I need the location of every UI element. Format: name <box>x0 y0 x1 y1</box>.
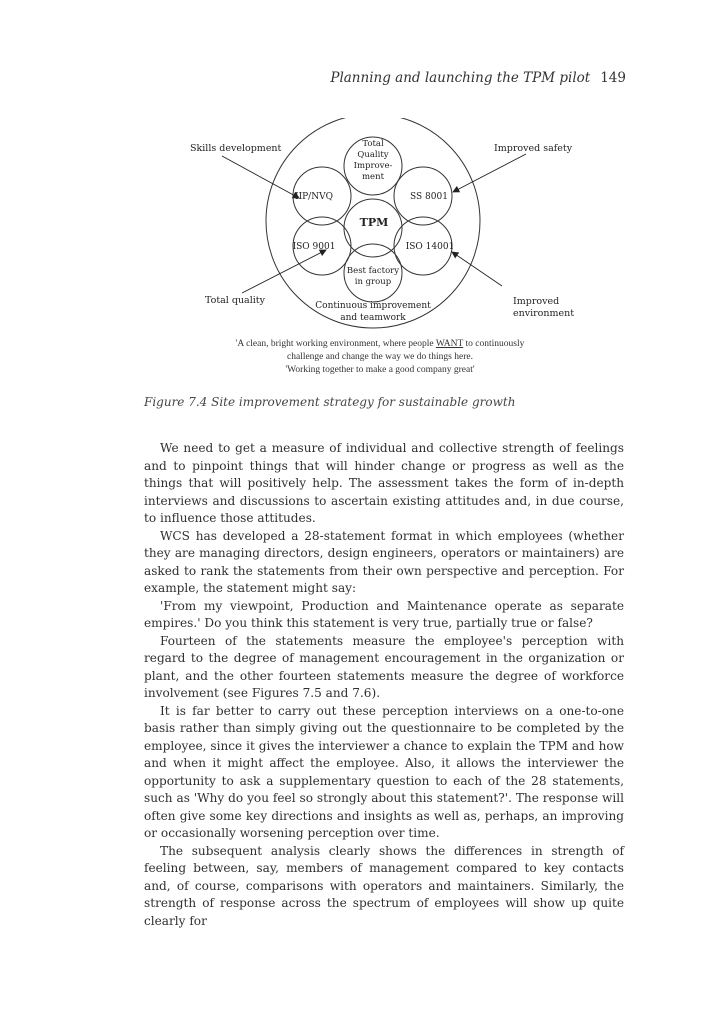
label-ci-1: Continuous improvement <box>315 301 431 311</box>
arrow-skills <box>222 156 299 198</box>
quote-line-1 <box>130 338 630 351</box>
arrow-quality <box>242 250 326 293</box>
quote-line-2: challenge and change the way we do things here. <box>287 352 473 362</box>
label-tqi-2: Quality <box>357 150 389 160</box>
paragraph: We need to get a measure of individual and collective strength of feelings and to pinpoint things that will hinder change or progress as well as the things that will positively help. The assessment takes the form of in-depth interviews and discussions to ascertain existing attitudes and, in due course, to influence those attitudes. <box>144 441 624 525</box>
label-safety: Improved safety <box>494 143 573 154</box>
quote-line-3: 'Working together to make a good company great' <box>285 365 475 375</box>
paragraph: Fourteen of the statements measure the employee's perception with regard to the degree of management encouragement in the organization or plant, and the other fourteen statements measure the degree of workforce involvement (see Figures 7.5 and 7.6). <box>144 633 624 700</box>
tpm-strategy-diagram <box>180 118 590 343</box>
label-tqi-4: ment <box>362 172 384 182</box>
diagram-svg <box>180 118 590 343</box>
paragraph: The subsequent analysis clearly shows the differences in strength of feeling between, say, members of management compared to key contacts and, of course, comparisons with operators and maintainers. Similarly, the strength of response across the spectrum of employees will show up quite clearly for <box>144 843 624 928</box>
running-header <box>0 70 626 86</box>
paragraph: 'From my viewpoint, Production and Maintenance operate as separate empires.' Do you think this statement is very true, partially true or false? <box>144 598 624 630</box>
label-quality: Total quality <box>205 295 265 306</box>
label-tpm: TPM <box>359 216 389 229</box>
label-iip: IIP/NVQ <box>295 192 333 202</box>
figure-caption: Figure 7.4 Site improvement strategy for sustainable growth <box>144 395 516 409</box>
arrow-safety <box>453 154 526 192</box>
label-env-2: environment <box>513 308 575 319</box>
running-title: Planning and launching the TPM pilot <box>330 70 591 86</box>
quote-post: to continuously <box>463 339 525 349</box>
body-text <box>144 440 624 930</box>
figure-quote <box>130 338 630 377</box>
quote-pre: 'A clean, bright working environment, where people <box>235 339 436 349</box>
label-iso14001: ISO 14001 <box>405 242 455 252</box>
label-env-1: Improved <box>513 296 560 307</box>
label-ss: SS 8001 <box>410 192 448 202</box>
label-ci-2: and teamwork <box>340 313 406 323</box>
label-iso9001: ISO 9001 <box>292 242 336 252</box>
label-tqi-3: Improve- <box>353 161 393 171</box>
label-skills: Skills development <box>190 143 282 154</box>
label-tqi-1: Total <box>362 139 384 149</box>
arrow-environment <box>452 252 502 286</box>
paragraph: WCS has developed a 28-statement format in which employees (whether they are managing directors, design engineers, operators or maintainers) are asked to rank the statements from their own perspective and perception. For example, the statement might say: <box>144 528 624 595</box>
page-number: 149 <box>600 70 626 86</box>
quote-want: WANT <box>435 339 464 349</box>
label-best-1: Best factory <box>346 266 400 276</box>
paragraph: It is far better to carry out these perception interviews on a one-to-one basis rather than simply giving out the questionnaire to be completed by the employee, since it gives the interviewer a chance to explain the TPM and how and when it might affect the employee. Also, it allows the interviewer the opportunity to ask a supplementary question to each of the 28 statements, such as 'Why do you feel so strongly about this statement?'. The response will often give some key directions and insights as well as, perhaps, an improving or occasionally worsening perception over time. <box>144 703 624 840</box>
label-best-2: in group <box>354 277 392 287</box>
